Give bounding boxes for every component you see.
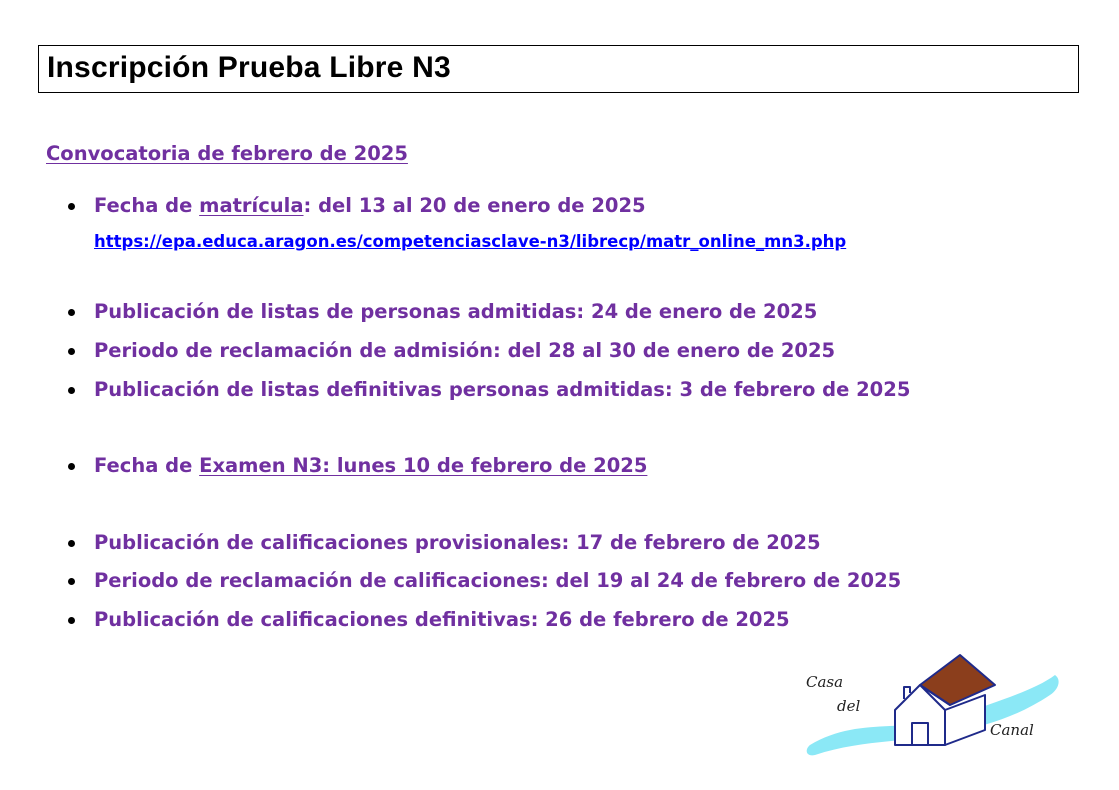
item-text: Publicación de calificaciones definitivas: 26 de febrero de 2025 xyxy=(94,608,790,631)
bullet-icon xyxy=(68,578,75,585)
item-prefix: Fecha de xyxy=(94,454,200,477)
bullet-icon xyxy=(68,203,75,210)
list-item-definitivas-admitidas xyxy=(94,377,910,403)
item-text: Publicación de listas de personas admitidas: 24 de enero de 2025 xyxy=(94,300,818,323)
bullet-icon xyxy=(68,387,75,394)
bullet-icon xyxy=(68,463,75,470)
item-text: Publicación de listas definitivas personas admitidas: 3 de febrero de 2025 xyxy=(94,378,911,401)
item-text: Periodo de reclamación de admisión: del 28 al 30 de enero de 2025 xyxy=(94,339,836,362)
list-item-calificaciones-definitivas xyxy=(94,607,790,633)
list-item-reclamacion-admision xyxy=(94,338,835,364)
item-text: Periodo de reclamación de calificaciones: del 19 al 24 de febrero de 2025 xyxy=(94,569,902,592)
bullet-icon xyxy=(68,309,75,316)
casa-del-canal-logo xyxy=(800,645,1065,760)
bullet-icon xyxy=(68,617,75,624)
list-item-admitidas xyxy=(94,299,817,325)
logo-word-canal: Canal xyxy=(990,721,1034,739)
list-item-reclamacion-calificaciones xyxy=(94,568,901,594)
item-text: : del 13 al 20 de enero de 2025 xyxy=(303,194,646,217)
item-prefix: Fecha de xyxy=(94,194,200,217)
page-title: Inscripción Prueba Libre N3 xyxy=(47,51,451,84)
list-item-matricula xyxy=(94,193,646,219)
list-item-calificaciones-provisionales xyxy=(94,530,821,556)
matricula-url-link[interactable]: https://epa.educa.aragon.es/competenciasclave-n3/librecp/matr_online_mn3.php xyxy=(94,232,847,251)
convocatoria-heading[interactable]: Convocatoria de febrero de 2025 xyxy=(46,142,408,165)
bullet-icon xyxy=(68,348,75,355)
bullet-icon xyxy=(68,540,75,547)
logo-word-casa: Casa xyxy=(806,673,844,691)
item-text: Publicación de calificaciones provisionales: 17 de febrero de 2025 xyxy=(94,531,821,554)
logo-word-del: del xyxy=(837,697,861,715)
matricula-link[interactable]: matrícula xyxy=(199,194,304,217)
list-item-examen xyxy=(94,453,647,479)
examen-link[interactable]: Examen N3: lunes 10 de febrero de 2025 xyxy=(199,454,648,477)
title-box xyxy=(38,45,1079,93)
